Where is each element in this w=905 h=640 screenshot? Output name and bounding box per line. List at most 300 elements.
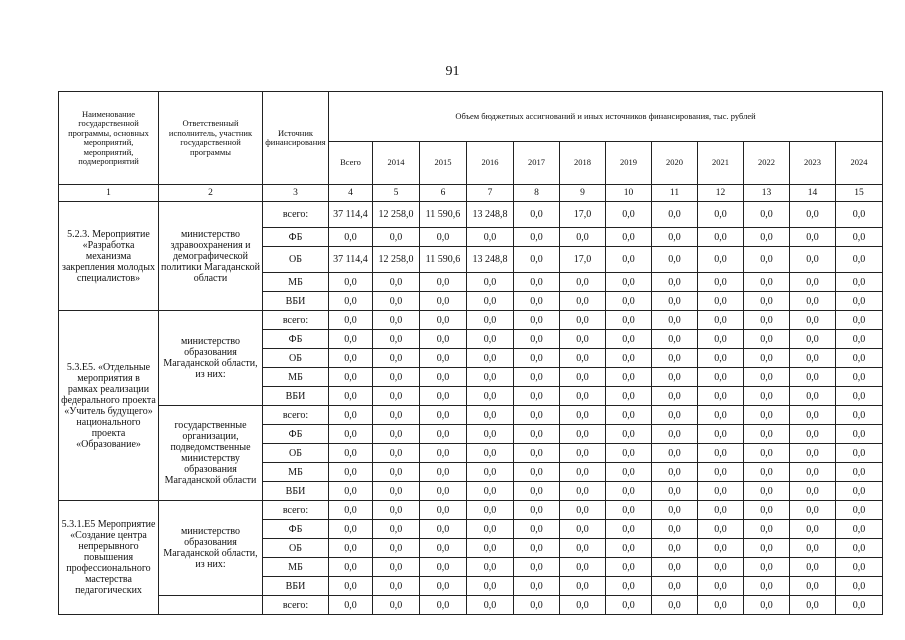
year-value: 0,0 <box>467 349 514 368</box>
responsible-executor: государственные организации, подведомственные министерству образования Магаданской области <box>159 406 263 501</box>
year-value: 0,0 <box>744 406 790 425</box>
year-value: 0,0 <box>836 596 883 615</box>
column-number: 15 <box>836 185 883 202</box>
year-value: 0,0 <box>698 330 744 349</box>
year-value: 0,0 <box>744 501 790 520</box>
year-value: 0,0 <box>744 387 790 406</box>
year-value: 0,0 <box>467 425 514 444</box>
year-value: 0,0 <box>652 558 698 577</box>
year-value: 0,0 <box>652 596 698 615</box>
year-value: 0,0 <box>467 228 514 247</box>
total-value: 0,0 <box>329 539 373 558</box>
total-value: 0,0 <box>329 596 373 615</box>
column-number: 11 <box>652 185 698 202</box>
column-number: 10 <box>606 185 652 202</box>
header-year: 2018 <box>560 142 606 185</box>
year-value: 0,0 <box>836 273 883 292</box>
year-value: 0,0 <box>560 330 606 349</box>
funding-source: ФБ <box>263 425 329 444</box>
year-value: 0,0 <box>652 349 698 368</box>
header-year: 2020 <box>652 142 698 185</box>
year-value: 0,0 <box>790 349 836 368</box>
year-value: 11 590,6 <box>420 202 467 228</box>
year-value: 0,0 <box>467 577 514 596</box>
funding-source: всего: <box>263 501 329 520</box>
year-value: 0,0 <box>514 577 560 596</box>
year-value: 0,0 <box>514 596 560 615</box>
year-value: 0,0 <box>514 247 560 273</box>
year-value: 0,0 <box>836 202 883 228</box>
year-value: 0,0 <box>420 463 467 482</box>
column-number: 12 <box>698 185 744 202</box>
column-number: 8 <box>514 185 560 202</box>
year-value: 0,0 <box>652 292 698 311</box>
funding-source: ОБ <box>263 444 329 463</box>
year-value: 0,0 <box>514 482 560 501</box>
year-value: 0,0 <box>698 558 744 577</box>
year-value: 0,0 <box>790 425 836 444</box>
year-value: 0,0 <box>514 292 560 311</box>
year-value: 0,0 <box>698 539 744 558</box>
year-value: 0,0 <box>744 273 790 292</box>
year-value: 0,0 <box>606 577 652 596</box>
year-value: 0,0 <box>744 539 790 558</box>
year-value: 0,0 <box>514 368 560 387</box>
year-value: 0,0 <box>467 558 514 577</box>
year-value: 0,0 <box>790 330 836 349</box>
year-value: 0,0 <box>698 501 744 520</box>
year-value: 0,0 <box>560 520 606 539</box>
year-value: 0,0 <box>836 292 883 311</box>
year-value: 0,0 <box>744 330 790 349</box>
year-value: 11 590,6 <box>420 247 467 273</box>
header-year: 2016 <box>467 142 514 185</box>
year-value: 0,0 <box>790 501 836 520</box>
header-year: 2017 <box>514 142 560 185</box>
year-value: 0,0 <box>467 539 514 558</box>
year-value: 0,0 <box>606 202 652 228</box>
table-row <box>59 406 883 425</box>
year-value: 0,0 <box>560 406 606 425</box>
funding-source: МБ <box>263 273 329 292</box>
year-value: 0,0 <box>790 596 836 615</box>
year-value: 0,0 <box>698 228 744 247</box>
year-value: 0,0 <box>514 387 560 406</box>
total-value: 0,0 <box>329 330 373 349</box>
total-value: 0,0 <box>329 463 373 482</box>
year-value: 0,0 <box>790 539 836 558</box>
year-value: 0,0 <box>514 228 560 247</box>
year-value: 0,0 <box>652 463 698 482</box>
year-value: 0,0 <box>652 311 698 330</box>
year-value: 0,0 <box>790 463 836 482</box>
year-value: 0,0 <box>652 425 698 444</box>
year-value: 0,0 <box>420 558 467 577</box>
year-value: 0,0 <box>467 444 514 463</box>
funding-source: МБ <box>263 463 329 482</box>
column-number: 2 <box>159 185 263 202</box>
year-value: 0,0 <box>652 228 698 247</box>
year-value: 0,0 <box>698 311 744 330</box>
year-value: 0,0 <box>467 482 514 501</box>
year-value: 0,0 <box>836 425 883 444</box>
year-value: 0,0 <box>373 501 420 520</box>
year-value: 0,0 <box>420 292 467 311</box>
year-value: 0,0 <box>790 520 836 539</box>
year-value: 0,0 <box>373 292 420 311</box>
year-value: 0,0 <box>560 539 606 558</box>
year-value: 0,0 <box>698 482 744 501</box>
year-value: 0,0 <box>744 425 790 444</box>
year-value: 0,0 <box>606 330 652 349</box>
table-row <box>59 311 883 330</box>
year-value: 0,0 <box>560 444 606 463</box>
year-value: 0,0 <box>560 596 606 615</box>
year-value: 0,0 <box>790 228 836 247</box>
year-value: 0,0 <box>606 292 652 311</box>
year-value: 0,0 <box>606 501 652 520</box>
year-value: 0,0 <box>467 387 514 406</box>
page-number: 91 <box>445 64 460 79</box>
year-value: 0,0 <box>836 247 883 273</box>
year-value: 0,0 <box>560 425 606 444</box>
year-value: 0,0 <box>836 463 883 482</box>
responsible-executor <box>159 596 263 615</box>
year-value: 0,0 <box>514 558 560 577</box>
year-value: 0,0 <box>514 501 560 520</box>
year-value: 0,0 <box>373 539 420 558</box>
year-value: 12 258,0 <box>373 202 420 228</box>
year-value: 0,0 <box>790 482 836 501</box>
funding-source: МБ <box>263 368 329 387</box>
year-value: 0,0 <box>373 273 420 292</box>
year-value: 0,0 <box>790 558 836 577</box>
header-year: 2024 <box>836 142 883 185</box>
total-value: 0,0 <box>329 520 373 539</box>
year-value: 0,0 <box>467 311 514 330</box>
year-value: 0,0 <box>836 311 883 330</box>
year-value: 0,0 <box>560 463 606 482</box>
year-value: 0,0 <box>420 368 467 387</box>
year-value: 0,0 <box>467 596 514 615</box>
year-value: 0,0 <box>514 520 560 539</box>
total-value: 0,0 <box>329 425 373 444</box>
total-value: 37 114,4 <box>329 247 373 273</box>
year-value: 0,0 <box>606 273 652 292</box>
total-value: 0,0 <box>329 577 373 596</box>
year-value: 0,0 <box>836 387 883 406</box>
year-value: 0,0 <box>744 444 790 463</box>
year-value: 0,0 <box>836 349 883 368</box>
year-value: 0,0 <box>606 311 652 330</box>
year-value: 0,0 <box>836 228 883 247</box>
year-value: 0,0 <box>560 349 606 368</box>
year-value: 0,0 <box>698 463 744 482</box>
year-value: 0,0 <box>836 444 883 463</box>
year-value: 0,0 <box>836 577 883 596</box>
header-year: 2023 <box>790 142 836 185</box>
year-value: 0,0 <box>652 387 698 406</box>
year-value: 0,0 <box>698 406 744 425</box>
year-value: 0,0 <box>790 202 836 228</box>
year-value: 0,0 <box>373 406 420 425</box>
year-value: 0,0 <box>698 577 744 596</box>
year-value: 0,0 <box>698 596 744 615</box>
year-value: 0,0 <box>420 311 467 330</box>
year-value: 0,0 <box>652 247 698 273</box>
year-value: 0,0 <box>373 387 420 406</box>
responsible-executor: министерство здравоохранения и демографической политики Магаданской области <box>159 202 263 311</box>
year-value: 0,0 <box>560 501 606 520</box>
funding-source: ФБ <box>263 228 329 247</box>
header-responsible: Ответственный исполнитель, участник государственной программы <box>159 92 263 185</box>
year-value: 0,0 <box>467 406 514 425</box>
header-year: 2019 <box>606 142 652 185</box>
year-value: 0,0 <box>467 520 514 539</box>
year-value: 0,0 <box>606 539 652 558</box>
year-value: 0,0 <box>790 273 836 292</box>
column-number: 7 <box>467 185 514 202</box>
year-value: 0,0 <box>790 292 836 311</box>
year-value: 0,0 <box>652 330 698 349</box>
total-value: 0,0 <box>329 501 373 520</box>
column-number: 1 <box>59 185 159 202</box>
year-value: 0,0 <box>373 425 420 444</box>
year-value: 0,0 <box>836 520 883 539</box>
column-number: 14 <box>790 185 836 202</box>
header-source: Источник финансирования <box>263 92 329 185</box>
year-value: 0,0 <box>652 520 698 539</box>
total-value: 0,0 <box>329 273 373 292</box>
year-value: 0,0 <box>420 577 467 596</box>
year-value: 0,0 <box>652 406 698 425</box>
funding-source: ФБ <box>263 330 329 349</box>
year-value: 0,0 <box>420 228 467 247</box>
year-value: 0,0 <box>744 247 790 273</box>
year-value: 0,0 <box>744 577 790 596</box>
year-value: 0,0 <box>652 202 698 228</box>
year-value: 0,0 <box>698 425 744 444</box>
year-value: 0,0 <box>744 463 790 482</box>
year-value: 12 258,0 <box>373 247 420 273</box>
year-value: 0,0 <box>606 463 652 482</box>
year-value: 0,0 <box>514 463 560 482</box>
funding-source: ВБИ <box>263 577 329 596</box>
year-value: 0,0 <box>744 520 790 539</box>
year-value: 0,0 <box>467 501 514 520</box>
funding-source: ВБИ <box>263 482 329 501</box>
year-value: 0,0 <box>420 273 467 292</box>
responsible-executor: министерство образования Магаданской области, из них: <box>159 311 263 406</box>
year-value: 0,0 <box>606 558 652 577</box>
year-value: 0,0 <box>420 444 467 463</box>
funding-source: ВБИ <box>263 387 329 406</box>
year-value: 0,0 <box>514 539 560 558</box>
funding-source: ВБИ <box>263 292 329 311</box>
header-name: Наименование государственной программы, основных мероприятий, мероприятий, подмероприятий <box>59 92 159 185</box>
year-value: 0,0 <box>514 349 560 368</box>
column-number: 13 <box>744 185 790 202</box>
year-value: 0,0 <box>373 311 420 330</box>
funding-source: всего: <box>263 202 329 228</box>
year-value: 0,0 <box>790 577 836 596</box>
header-year: 2021 <box>698 142 744 185</box>
funding-source: всего: <box>263 406 329 425</box>
column-number: 9 <box>560 185 606 202</box>
year-value: 0,0 <box>652 577 698 596</box>
year-value: 0,0 <box>652 444 698 463</box>
year-value: 0,0 <box>560 368 606 387</box>
year-value: 0,0 <box>744 311 790 330</box>
year-value: 0,0 <box>698 292 744 311</box>
year-value: 0,0 <box>652 273 698 292</box>
year-value: 0,0 <box>420 482 467 501</box>
year-value: 0,0 <box>606 425 652 444</box>
year-value: 0,0 <box>698 387 744 406</box>
year-value: 0,0 <box>514 406 560 425</box>
year-value: 0,0 <box>420 596 467 615</box>
funding-source: всего: <box>263 311 329 330</box>
year-value: 0,0 <box>836 539 883 558</box>
year-value: 0,0 <box>514 330 560 349</box>
year-value: 0,0 <box>744 202 790 228</box>
year-value: 0,0 <box>514 311 560 330</box>
year-value: 0,0 <box>420 425 467 444</box>
year-value: 0,0 <box>698 202 744 228</box>
year-value: 0,0 <box>560 311 606 330</box>
year-value: 0,0 <box>836 330 883 349</box>
funding-source: МБ <box>263 558 329 577</box>
year-value: 0,0 <box>420 406 467 425</box>
year-value: 0,0 <box>744 349 790 368</box>
year-value: 0,0 <box>373 444 420 463</box>
total-value: 0,0 <box>329 311 373 330</box>
column-number: 4 <box>329 185 373 202</box>
year-value: 0,0 <box>836 406 883 425</box>
total-value: 0,0 <box>329 444 373 463</box>
year-value: 0,0 <box>606 444 652 463</box>
year-value: 0,0 <box>744 482 790 501</box>
year-value: 0,0 <box>790 444 836 463</box>
year-value: 0,0 <box>560 228 606 247</box>
year-value: 0,0 <box>836 501 883 520</box>
year-value: 0,0 <box>790 247 836 273</box>
header-year: 2015 <box>420 142 467 185</box>
year-value: 0,0 <box>744 228 790 247</box>
year-value: 0,0 <box>836 558 883 577</box>
year-value: 0,0 <box>467 273 514 292</box>
year-value: 0,0 <box>652 501 698 520</box>
year-value: 0,0 <box>560 273 606 292</box>
year-value: 0,0 <box>652 482 698 501</box>
year-value: 0,0 <box>836 368 883 387</box>
year-value: 0,0 <box>744 368 790 387</box>
total-value: 0,0 <box>329 406 373 425</box>
column-number: 5 <box>373 185 420 202</box>
year-value: 0,0 <box>373 596 420 615</box>
year-value: 0,0 <box>790 387 836 406</box>
column-number: 3 <box>263 185 329 202</box>
year-value: 0,0 <box>606 247 652 273</box>
funding-source: ОБ <box>263 247 329 273</box>
total-value: 0,0 <box>329 368 373 387</box>
year-value: 0,0 <box>373 463 420 482</box>
year-value: 0,0 <box>514 273 560 292</box>
total-value: 0,0 <box>329 482 373 501</box>
activity-name: 5.3.Е5. «Отдельные мероприятия в рамках реализации федерального проекта «Учитель будущего» национального проекта «Образование» <box>59 311 159 501</box>
year-value: 0,0 <box>373 228 420 247</box>
year-value: 0,0 <box>698 349 744 368</box>
year-value: 0,0 <box>606 349 652 368</box>
table-row <box>59 501 883 520</box>
table-row <box>59 202 883 228</box>
budget-table <box>58 91 883 615</box>
year-value: 0,0 <box>373 577 420 596</box>
year-value: 0,0 <box>744 596 790 615</box>
year-value: 0,0 <box>698 520 744 539</box>
year-value: 0,0 <box>744 292 790 311</box>
year-value: 0,0 <box>467 368 514 387</box>
year-value: 17,0 <box>560 202 606 228</box>
year-value: 0,0 <box>790 368 836 387</box>
year-value: 13 248,8 <box>467 202 514 228</box>
year-value: 0,0 <box>606 406 652 425</box>
year-value: 0,0 <box>836 482 883 501</box>
year-value: 0,0 <box>373 330 420 349</box>
year-value: 0,0 <box>420 520 467 539</box>
year-value: 0,0 <box>467 463 514 482</box>
column-number: 6 <box>420 185 467 202</box>
year-value: 0,0 <box>606 482 652 501</box>
header-total: Всего <box>329 142 373 185</box>
funding-source: ОБ <box>263 349 329 368</box>
year-value: 0,0 <box>698 273 744 292</box>
year-value: 0,0 <box>373 349 420 368</box>
table-row <box>59 596 883 615</box>
year-value: 0,0 <box>420 387 467 406</box>
year-value: 0,0 <box>606 520 652 539</box>
year-value: 0,0 <box>514 425 560 444</box>
funding-source: ФБ <box>263 520 329 539</box>
year-value: 0,0 <box>373 368 420 387</box>
total-value: 0,0 <box>329 292 373 311</box>
year-value: 0,0 <box>467 330 514 349</box>
year-value: 0,0 <box>373 558 420 577</box>
activity-name: 5.2.3. Мероприятие «Разработка механизма закрепления молодых специалистов» <box>59 202 159 311</box>
total-value: 0,0 <box>329 387 373 406</box>
year-value: 0,0 <box>606 596 652 615</box>
year-value: 0,0 <box>698 368 744 387</box>
year-value: 0,0 <box>698 444 744 463</box>
year-value: 0,0 <box>744 558 790 577</box>
year-value: 0,0 <box>790 406 836 425</box>
total-value: 0,0 <box>329 558 373 577</box>
year-value: 0,0 <box>606 228 652 247</box>
year-value: 13 248,8 <box>467 247 514 273</box>
funding-source: ОБ <box>263 539 329 558</box>
header-year: 2022 <box>744 142 790 185</box>
year-value: 0,0 <box>373 482 420 501</box>
year-value: 0,0 <box>652 368 698 387</box>
year-value: 0,0 <box>606 387 652 406</box>
header-volume: Объем бюджетных ассигнований и иных источников финансирования, тыс. рублей <box>329 92 883 142</box>
total-value: 0,0 <box>329 349 373 368</box>
year-value: 0,0 <box>606 368 652 387</box>
year-value: 0,0 <box>420 330 467 349</box>
total-value: 0,0 <box>329 228 373 247</box>
year-value: 0,0 <box>560 558 606 577</box>
year-value: 17,0 <box>560 247 606 273</box>
